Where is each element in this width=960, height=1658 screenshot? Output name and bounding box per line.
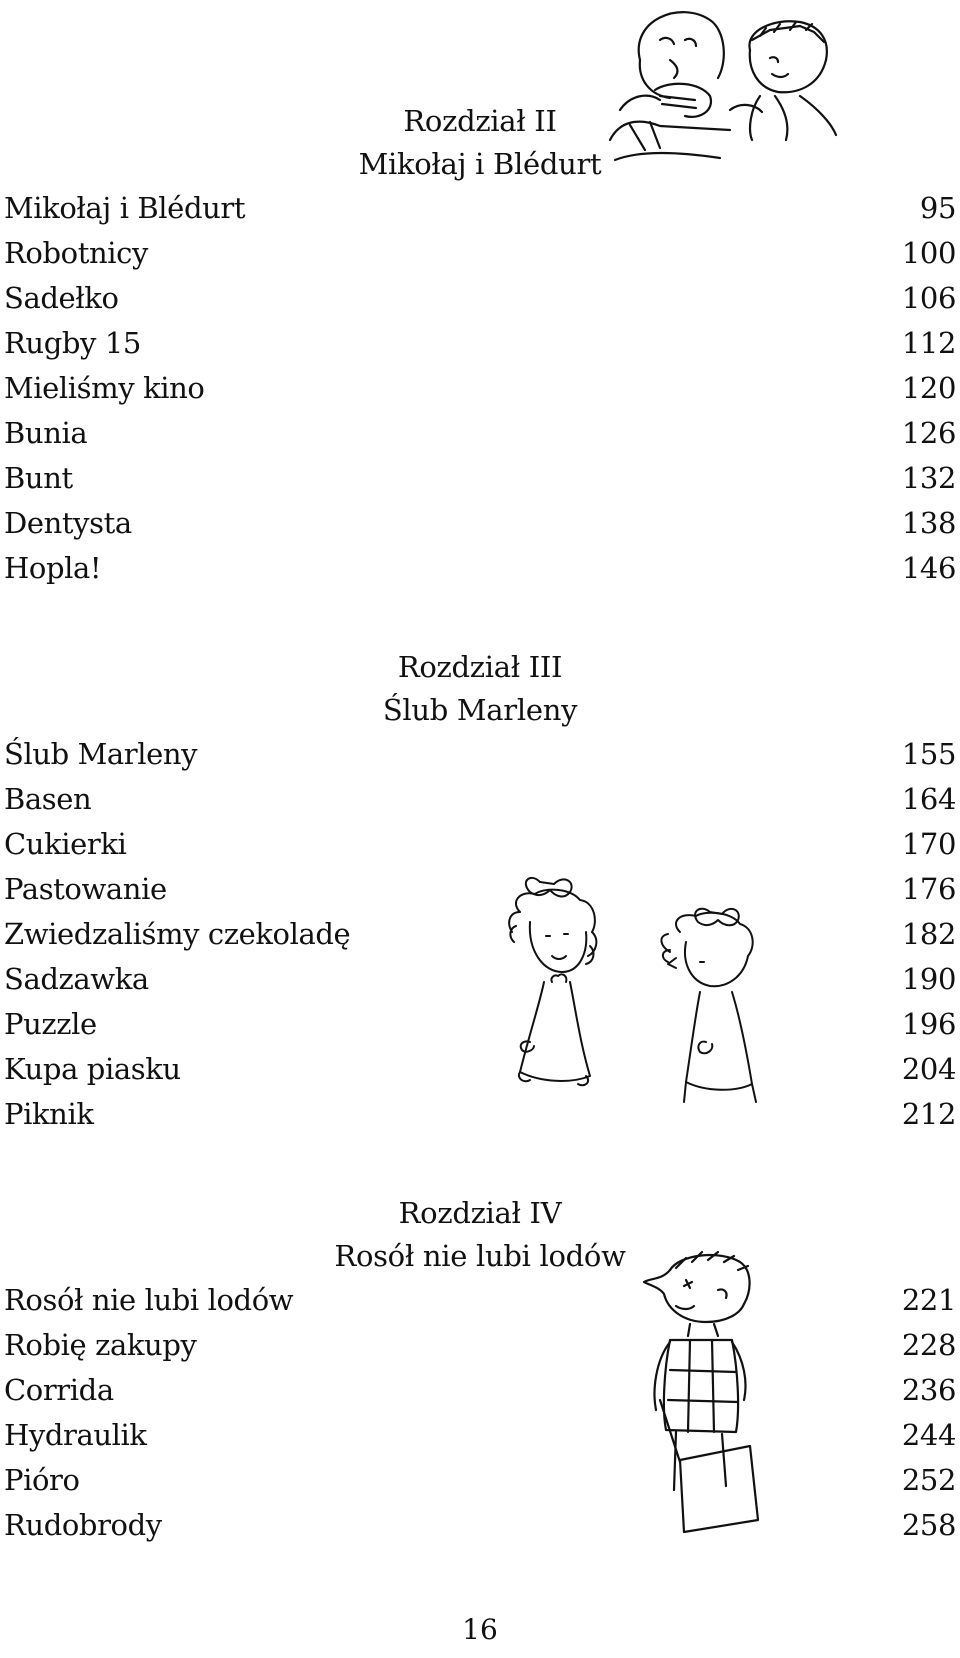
toc-entry-title: Sadzawka — [4, 962, 149, 996]
toc-entry[interactable] — [0, 1503, 960, 1548]
chapter-subtitle: Rosół nie lubi lodów — [334, 1239, 626, 1273]
toc-entry-title: Puzzle — [4, 1007, 97, 1041]
toc-entry-title: Corrida — [4, 1373, 114, 1407]
toc-entry[interactable] — [0, 822, 960, 867]
toc-entry-page: 236 — [901, 1373, 956, 1407]
toc-entry[interactable] — [0, 501, 960, 546]
toc-entry[interactable] — [0, 366, 960, 411]
toc-entry-title: Kupa piasku — [4, 1052, 181, 1086]
toc-entry-page: 212 — [901, 1097, 956, 1131]
toc-entry-title: Ślub Marleny — [4, 737, 198, 771]
toc-entry-title: Sadełko — [4, 281, 119, 315]
toc-entry-page: 95 — [919, 191, 956, 225]
toc-entry[interactable] — [0, 867, 960, 912]
toc-entry-title: Robotnicy — [4, 236, 148, 270]
toc-list — [0, 186, 960, 591]
toc-entry-page: 176 — [901, 872, 956, 906]
toc-entry[interactable] — [0, 777, 960, 822]
toc-entry-page: 170 — [901, 827, 956, 861]
toc-entry-title: Rugby 15 — [4, 326, 141, 360]
toc-entry-title: Pióro — [4, 1463, 80, 1497]
toc-entry-title: Rudobrody — [4, 1508, 162, 1542]
toc-entry-title: Hydraulik — [4, 1418, 147, 1452]
chapter-4 — [0, 1192, 960, 1548]
toc-entry-title: Cukierki — [4, 827, 127, 861]
toc-entry[interactable] — [0, 1413, 960, 1458]
toc-entry[interactable] — [0, 186, 960, 231]
toc-entry-page: 204 — [901, 1052, 956, 1086]
toc-entry-title: Basen — [4, 782, 92, 816]
toc-entry[interactable] — [0, 1278, 960, 1323]
toc-entry[interactable] — [0, 1323, 960, 1368]
chapter-subtitle: Ślub Marleny — [382, 693, 578, 727]
toc-entry-title: Hopla! — [4, 551, 102, 585]
toc-entry-title: Rosół nie lubi lodów — [4, 1283, 294, 1317]
chapter-heading: Rozdział II — [403, 104, 557, 138]
toc-entry-title: Dentysta — [4, 506, 132, 540]
toc-entry-title: Pastowanie — [4, 872, 167, 906]
toc-entry-title: Bunia — [4, 416, 88, 450]
toc-entry-page: 146 — [901, 551, 956, 585]
toc-entry[interactable] — [0, 1368, 960, 1413]
toc-entry-page: 126 — [901, 416, 956, 450]
toc-entry[interactable] — [0, 1458, 960, 1503]
toc-entry-page: 221 — [901, 1283, 956, 1317]
toc-entry[interactable] — [0, 276, 960, 321]
toc-entry-page: 244 — [901, 1418, 956, 1452]
toc-entry[interactable] — [0, 957, 960, 1002]
toc-entry-page: 100 — [901, 236, 956, 270]
toc-entry-page: 182 — [901, 917, 956, 951]
toc-entry-page: 252 — [901, 1463, 956, 1497]
toc-entry[interactable] — [0, 732, 960, 777]
toc-entry-page: 196 — [901, 1007, 956, 1041]
toc-entry[interactable] — [0, 1002, 960, 1047]
toc-entry[interactable] — [0, 456, 960, 501]
toc-entry-page: 138 — [901, 506, 956, 540]
toc-entry[interactable] — [0, 1047, 960, 1092]
toc-list — [0, 732, 960, 1137]
toc-list — [0, 1278, 960, 1548]
toc-entry-title: Mieliśmy kino — [4, 371, 205, 405]
chapter-heading: Rozdział III — [397, 650, 563, 684]
toc-entry-page: 190 — [901, 962, 956, 996]
toc-entry-page: 164 — [901, 782, 956, 816]
chapter-subtitle: Mikołaj i Blédurt — [358, 147, 602, 181]
toc-entry[interactable] — [0, 912, 960, 957]
toc-entry-page: 132 — [901, 461, 956, 495]
toc-entry-page: 258 — [901, 1508, 956, 1542]
toc-entry[interactable] — [0, 231, 960, 276]
chapter-3 — [0, 646, 960, 1137]
toc-entry[interactable] — [0, 546, 960, 591]
toc-entry-page: 228 — [901, 1328, 956, 1362]
toc-entry-page: 112 — [901, 326, 956, 360]
toc-entry-title: Piknik — [4, 1097, 94, 1131]
toc-entry[interactable] — [0, 411, 960, 456]
page-number: 16 — [462, 1613, 498, 1646]
toc-entry-title: Zwiedzaliśmy czekoladę — [4, 917, 351, 951]
chapter-2 — [0, 100, 960, 591]
toc-entry-title: Bunt — [4, 461, 73, 495]
toc-entry-title: Robię zakupy — [4, 1328, 197, 1362]
toc-entry-page: 120 — [901, 371, 956, 405]
toc-entry-title: Mikołaj i Blédurt — [4, 191, 246, 225]
chapter-heading: Rozdział IV — [398, 1196, 562, 1230]
toc-entry-page: 155 — [901, 737, 956, 771]
toc-entry[interactable] — [0, 1092, 960, 1137]
toc-entry[interactable] — [0, 321, 960, 366]
toc-entry-page: 106 — [901, 281, 956, 315]
